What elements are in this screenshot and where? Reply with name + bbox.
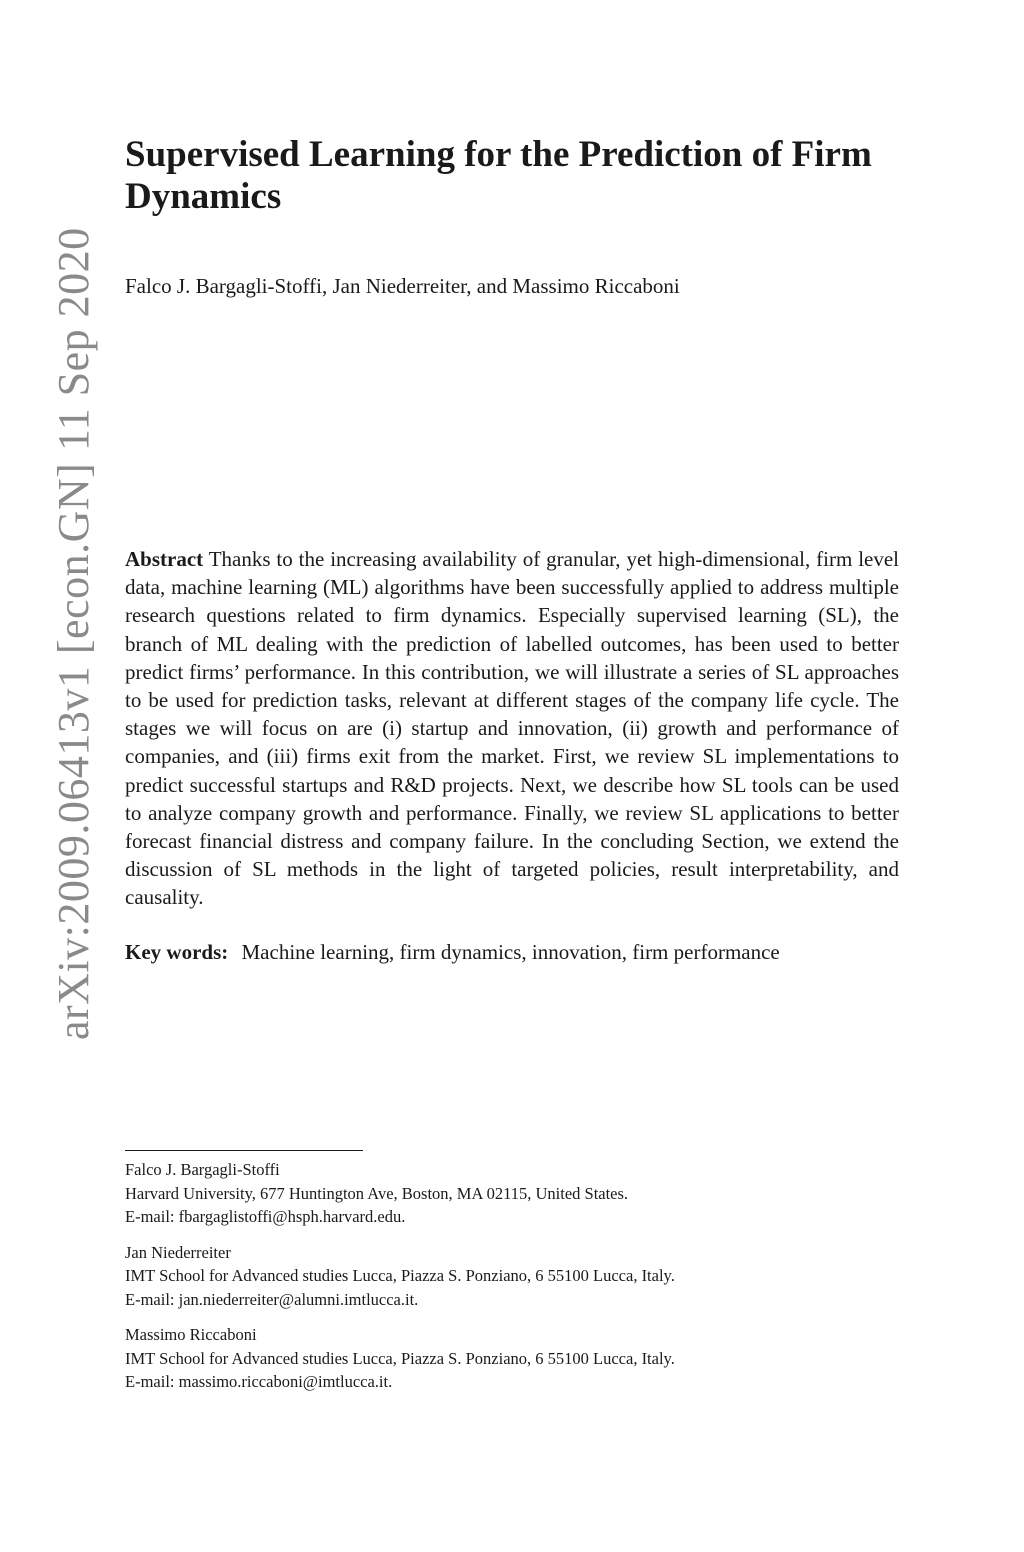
affiliation-block bbox=[125, 1158, 925, 1229]
affiliation-address: IMT School for Advanced studies Lucca, Piazza S. Ponziano, 6 55100 Lucca, Italy. bbox=[125, 1266, 675, 1285]
abstract-label: Abstract bbox=[125, 547, 204, 571]
abstract bbox=[125, 545, 899, 912]
author-list: Falco J. Bargagli-Stoffi, Jan Niederreiter, and Massimo Riccaboni bbox=[125, 274, 680, 298]
affiliation-address: IMT School for Advanced studies Lucca, Piazza S. Ponziano, 6 55100 Lucca, Italy. bbox=[125, 1348, 675, 1368]
affiliation-address: Harvard University, 677 Huntington Ave, Boston, MA 02115, United States. bbox=[125, 1183, 629, 1203]
abstract-text: Thanks to the increasing availability of granular, yet high-dimensional, firm level data, machine learning (ML) algorithms have been successfully applied to address multiple research questions related to firm dynamics. Especially supervised learning (SL), the branch of ML dealing with the prediction of labelled outcomes, has been used to better predict firms’ performance. In this contribution, we will illustrate a series of SL approaches to be used for prediction tasks, relevant at different stages of the company life cycle. The stages we will focus on are (i) startup and innovation, (ii) growth and performance of companies, and (iii) firms exit from the market. First, we review SL implementations to predict successful startups and R&D projects. Next, we describe how SL tools can be used to analyze company growth and performance. Finally, we review SL applications to better forecast financial distress and company failure. In the concluding Section, we extend the discussion of SL methods in the light of targeted policies, result interpretability, and causality. bbox=[125, 547, 899, 910]
author-affiliations bbox=[125, 1158, 925, 1406]
affiliation-email: E-mail: jan.niederreiter@alumni.imtlucca.it. bbox=[125, 1289, 419, 1309]
affiliation-author-name: Jan Niederreiter bbox=[125, 1242, 231, 1262]
affiliation-email: E-mail: fbargaglistoffi@hsph.harvard.edu. bbox=[125, 1207, 406, 1226]
affiliation-author-name: Falco J. Bargagli-Stoffi bbox=[125, 1160, 280, 1179]
keywords-text: Machine learning, firm dynamics, innovation, firm performance bbox=[241, 940, 780, 964]
keywords-label: Key words: bbox=[125, 940, 229, 964]
affiliation-block bbox=[125, 1241, 925, 1312]
footnote-divider bbox=[125, 1150, 363, 1151]
affiliation-block bbox=[125, 1323, 925, 1394]
paper-title: Supervised Learning for the Prediction of Firm Dynamics bbox=[125, 134, 872, 217]
arxiv-identifier: arXiv:2009.06413v1 [econ.GN] 11 Sep 2020 bbox=[49, 227, 98, 1040]
affiliation-email: E-mail: massimo.riccaboni@imtlucca.it. bbox=[125, 1372, 393, 1391]
keywords bbox=[125, 938, 905, 966]
affiliation-author-name: Massimo Riccaboni bbox=[125, 1325, 257, 1344]
